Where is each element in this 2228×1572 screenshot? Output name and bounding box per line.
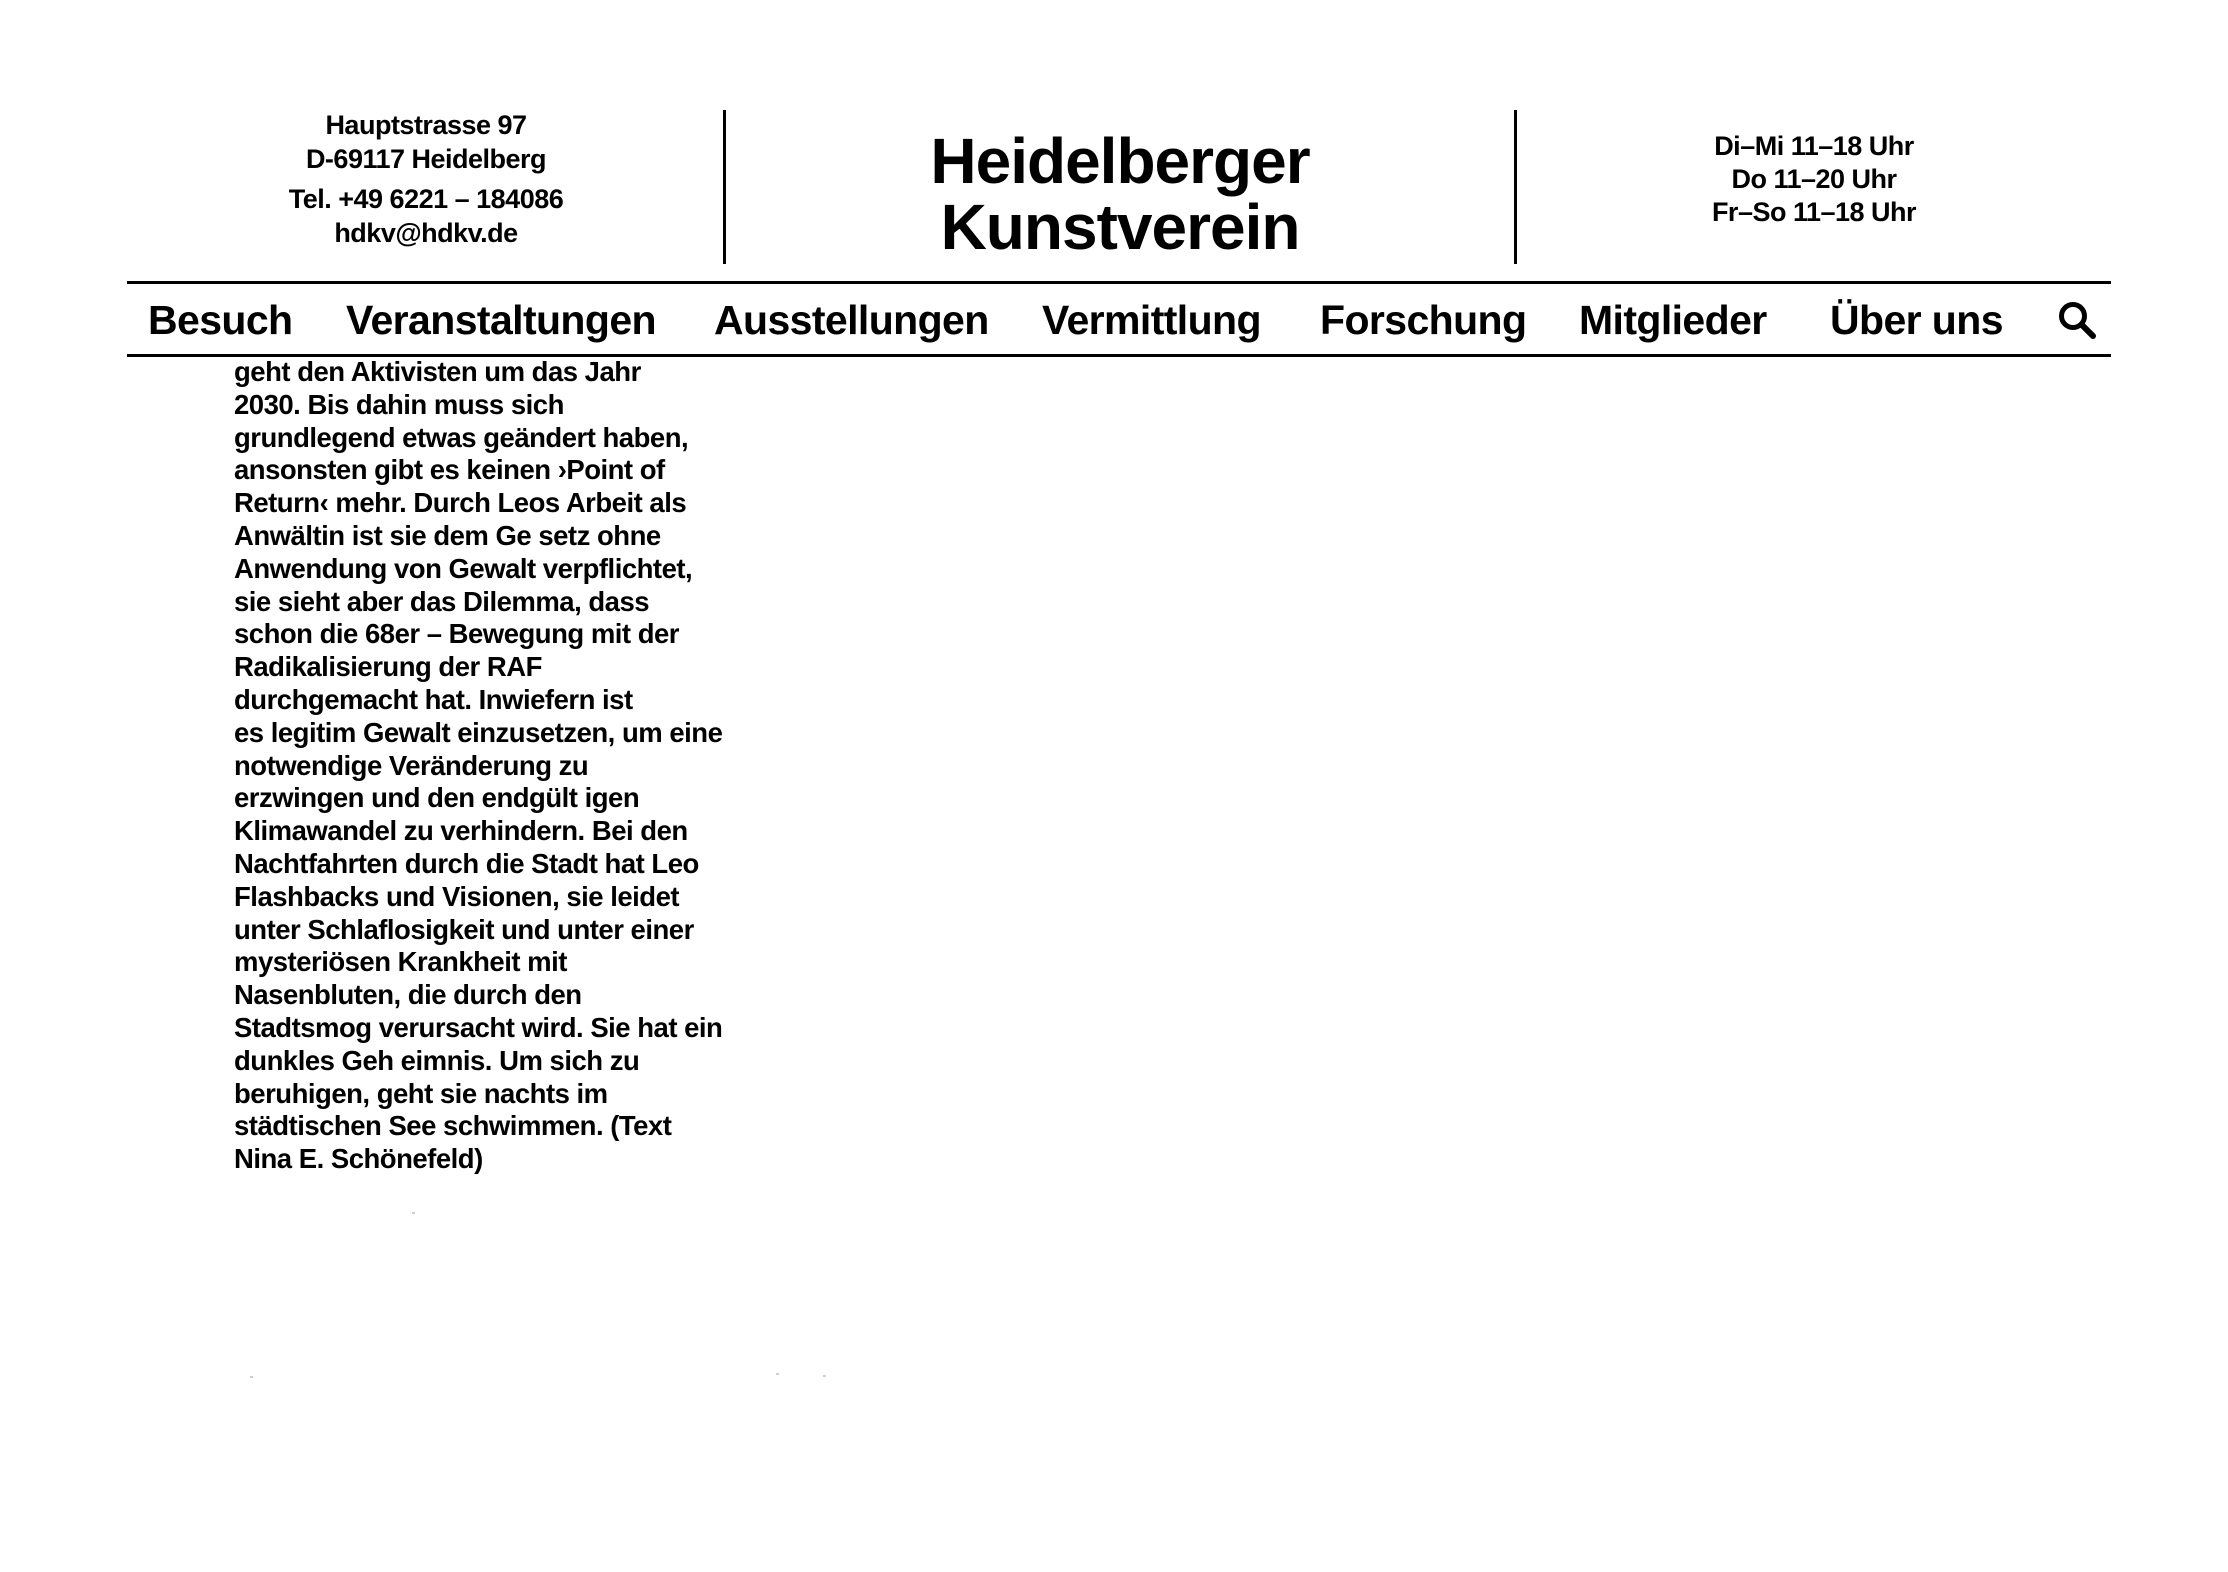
nav-item-veranstaltungen[interactable]: Veranstaltungen	[346, 297, 656, 343]
article-line: schon die 68er – Bewegung mit der	[234, 618, 680, 650]
article-line: ansonsten gibt es keinen ›Point of	[234, 454, 665, 486]
nav-item-vermittlung[interactable]: Vermittlung	[1042, 297, 1261, 343]
article-line: Nasenbluten, die durch den	[234, 979, 582, 1011]
article-line: städtischen See schwimmen. (Text	[234, 1110, 672, 1142]
nav-item-besuch[interactable]: Besuch	[148, 297, 293, 343]
article-line: geht den Aktivisten um das Jahr	[234, 356, 641, 387]
article-line: dunkles Geh eimnis. Um sich zu	[234, 1044, 640, 1076]
article-line: sie sieht aber das Dilemma, dass	[234, 585, 650, 617]
nav-item-ueber-uns[interactable]: Über uns	[1830, 297, 2003, 343]
article-line: erzwingen und den endgült igen	[234, 782, 640, 814]
article-line: beruhigen, geht sie nachts im	[234, 1077, 608, 1109]
hours-line-1: Di–Mi 11–18 Uhr	[1714, 131, 1914, 161]
logo-line-1: Heidelberger	[930, 125, 1310, 197]
article-line: Anwältin ist sie dem Ge setz ohne	[234, 519, 661, 551]
image-loading-speck	[412, 1212, 415, 1214]
article-line: Flashbacks und Visionen, sie leidet	[234, 880, 680, 912]
contact-block	[127, 108, 725, 250]
address-city: D-69117 Heidelberg	[305, 144, 547, 174]
article-line: mysteriösen Krankheit mit	[234, 946, 567, 978]
site-logo[interactable]	[726, 125, 1514, 263]
nav-item-forschung[interactable]: Forschung	[1320, 297, 1527, 343]
nav-item-mitglieder[interactable]: Mitglieder	[1579, 297, 1767, 343]
article-text	[234, 356, 774, 1176]
address-street: Hauptstrasse 97	[325, 110, 527, 140]
article-line: grundlegend etwas geändert haben,	[234, 421, 689, 453]
article-line: notwendige Veränderung zu	[234, 749, 589, 781]
article-line: Nina E. Schönefeld)	[234, 1143, 483, 1175]
article-line: Stadtsmog verursacht wird. Sie hat ein	[234, 1011, 723, 1043]
article-line: durchgemacht hat. Inwiefern ist	[234, 683, 633, 715]
image-loading-speck	[823, 1375, 826, 1377]
image-loading-speck	[250, 1376, 253, 1378]
article-line: 2030. Bis dahin muss sich	[234, 388, 564, 420]
article-line: Return‹ mehr. Durch Leos Arbeit als	[234, 487, 687, 519]
phone-link[interactable]: Tel. +49 6221 – 184086	[288, 184, 564, 214]
logo-line-2: Kunstverein	[940, 191, 1300, 263]
email-link[interactable]: hdkv@hdkv.de	[334, 218, 518, 248]
main-navigation	[127, 281, 2111, 357]
article-line: Klimawandel zu verhindern. Bei den	[234, 815, 688, 847]
nav-item-ausstellungen[interactable]: Ausstellungen	[714, 297, 989, 343]
image-loading-speck	[776, 1373, 779, 1375]
hours-line-2: Do 11–20 Uhr	[1731, 164, 1897, 194]
site-header	[127, 108, 2111, 264]
search-button[interactable]	[2056, 299, 2100, 343]
search-icon	[2056, 299, 2100, 343]
article-line: unter Schlaflosigkeit und unter einer	[234, 913, 694, 945]
article-line: es legitim Gewalt einzusetzen, um eine	[234, 716, 723, 748]
opening-hours	[1517, 130, 2111, 229]
article-line: Nachtfahrten durch die Stadt hat Leo	[234, 847, 699, 879]
article-line: Anwendung von Gewalt verpflichtet,	[234, 552, 693, 584]
article-line: Radikalisierung der RAF	[234, 651, 542, 683]
hours-line-3: Fr–So 11–18 Uhr	[1711, 197, 1917, 227]
